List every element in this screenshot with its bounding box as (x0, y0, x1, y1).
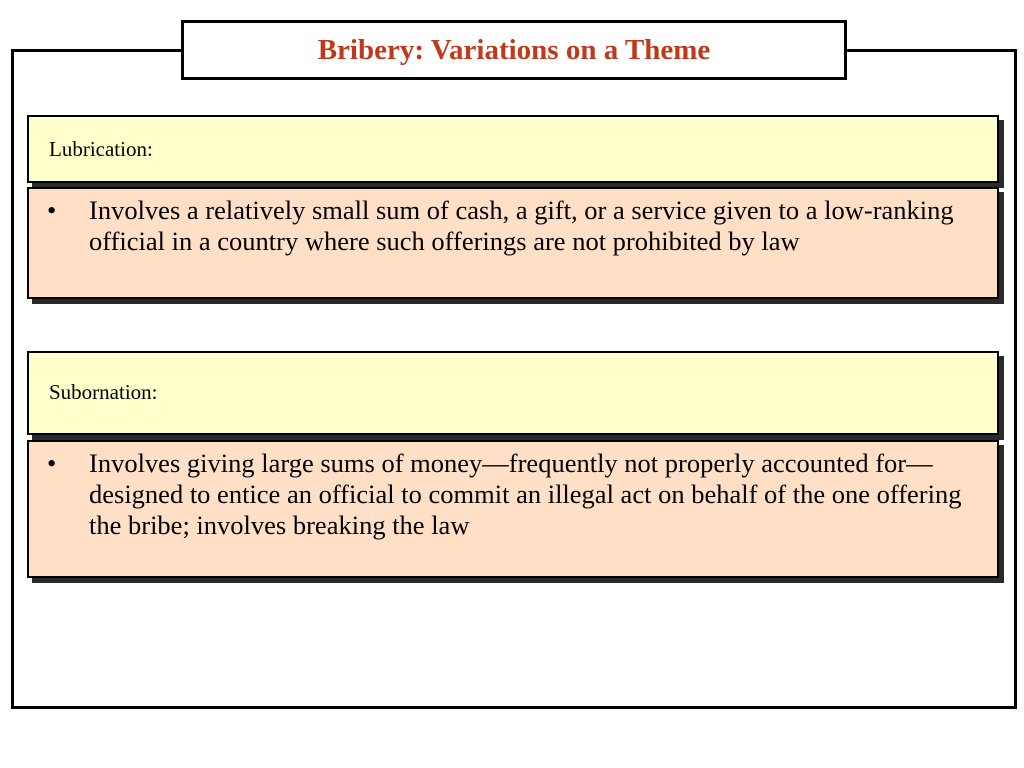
subornation-description-box (27, 440, 999, 578)
lubrication-label: Lubrication: (49, 137, 153, 161)
subornation-label-box (27, 351, 999, 435)
lubrication-bullet (45, 195, 969, 257)
subornation-bullet (45, 448, 969, 541)
lubrication-label-box (27, 115, 999, 183)
title-box (181, 20, 847, 80)
bullet-marker: • (47, 448, 57, 478)
subornation-label: Subornation: (49, 380, 158, 404)
lubrication-description: Involves a relatively small sum of cash, a gift, or a service given to a low-ranking official in a country where such offerings are not prohibited by law (89, 195, 954, 256)
subornation-description: Involves giving large sums of money—frequently not properly accounted for—designed to entice an official to commit an illegal act on behalf of the one offering the bribe; involves breaking the law (89, 448, 962, 540)
bullet-marker: • (47, 195, 57, 225)
slide-title: Bribery: Variations on a Theme (317, 33, 711, 66)
lubrication-description-box (27, 187, 999, 299)
